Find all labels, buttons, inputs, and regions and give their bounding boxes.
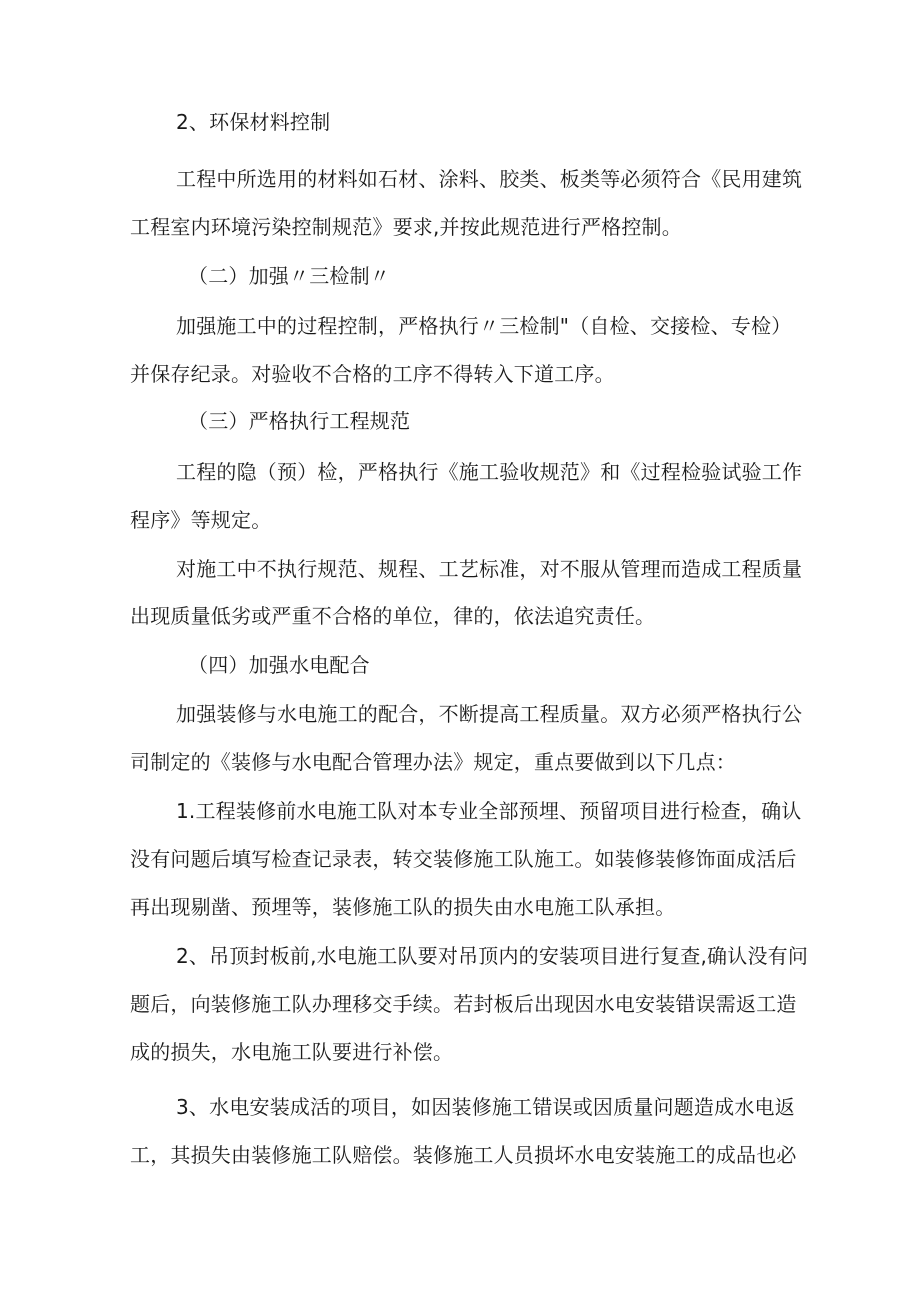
- paragraph-line: 工程中所选用的材料如石材、涂料、胶类、板类等必须符合《民用建筑: [176, 167, 803, 191]
- paragraph-line: 出现质量低劣或严重不合格的单位，律的，依法追究责任。: [130, 604, 656, 628]
- list-item-line: 没有问题后填写检查记录表，转交装修施工队施工。如装修装修饰面成活后: [130, 847, 797, 871]
- heading-eco-materials: 2、环保材料控制: [176, 110, 331, 134]
- list-item-line: 3、水电安装成活的项目，如因装修施工错误或因质量问题造成水电返: [176, 1095, 795, 1119]
- paragraph-line: 司制定的《装修与水电配合管理办法》规定，重点要做到以下几点：: [130, 750, 736, 774]
- list-item-line: 题后，向装修施工队办理移交手续。若封板后出现因水电安装错误需返工造: [130, 992, 797, 1016]
- paragraph-line: 并保存纪录。对验收不合格的工序不得转入下道工序。: [130, 362, 615, 386]
- paragraph-line: 工程室内环境污染控制规范》要求,并按此规范进行严格控制。: [130, 215, 682, 239]
- paragraph-line: 加强施工中的过程控制，严格执行〃三检制"（自检、交接检、专检）: [176, 314, 792, 338]
- paragraph-line: 对施工中不执行规范、规程、工艺标准，对不服从管理而造成工程质量: [176, 557, 803, 581]
- paragraph-line: 加强装修与水电施工的配合，不断提高工程质量。双方必须严格执行公: [176, 702, 803, 726]
- heading-standards: （三）严格执行工程规范: [188, 409, 411, 433]
- paragraph-line: 工程的隐（预）检，严格执行《施工验收规范》和《过程检验试验工作: [176, 460, 803, 484]
- list-item-line: 工，其损失由装修施工队赔偿。装修施工人员损坏水电安装施工的成品也必: [130, 1143, 797, 1167]
- heading-three-checks: （二）加强〃三检制〃: [188, 264, 390, 288]
- paragraph-line: 程序》等规定。: [130, 508, 272, 532]
- list-item-line: 成的损失，水电施工队要进行补偿。: [130, 1040, 454, 1064]
- list-item-line: 再出现剔凿、预埋等，装修施工队的损失由水电施工队承担。: [130, 895, 676, 919]
- list-item-line: 2、吊顶封板前,水电施工队要对吊顶内的安装项目进行复查,确认没有问: [176, 944, 809, 968]
- list-item-line: 1.工程装修前水电施工队对本专业全部预埋、预留项目进行检查，确认: [176, 799, 802, 823]
- heading-plumbing-electrical: （四）加强水电配合: [188, 653, 370, 677]
